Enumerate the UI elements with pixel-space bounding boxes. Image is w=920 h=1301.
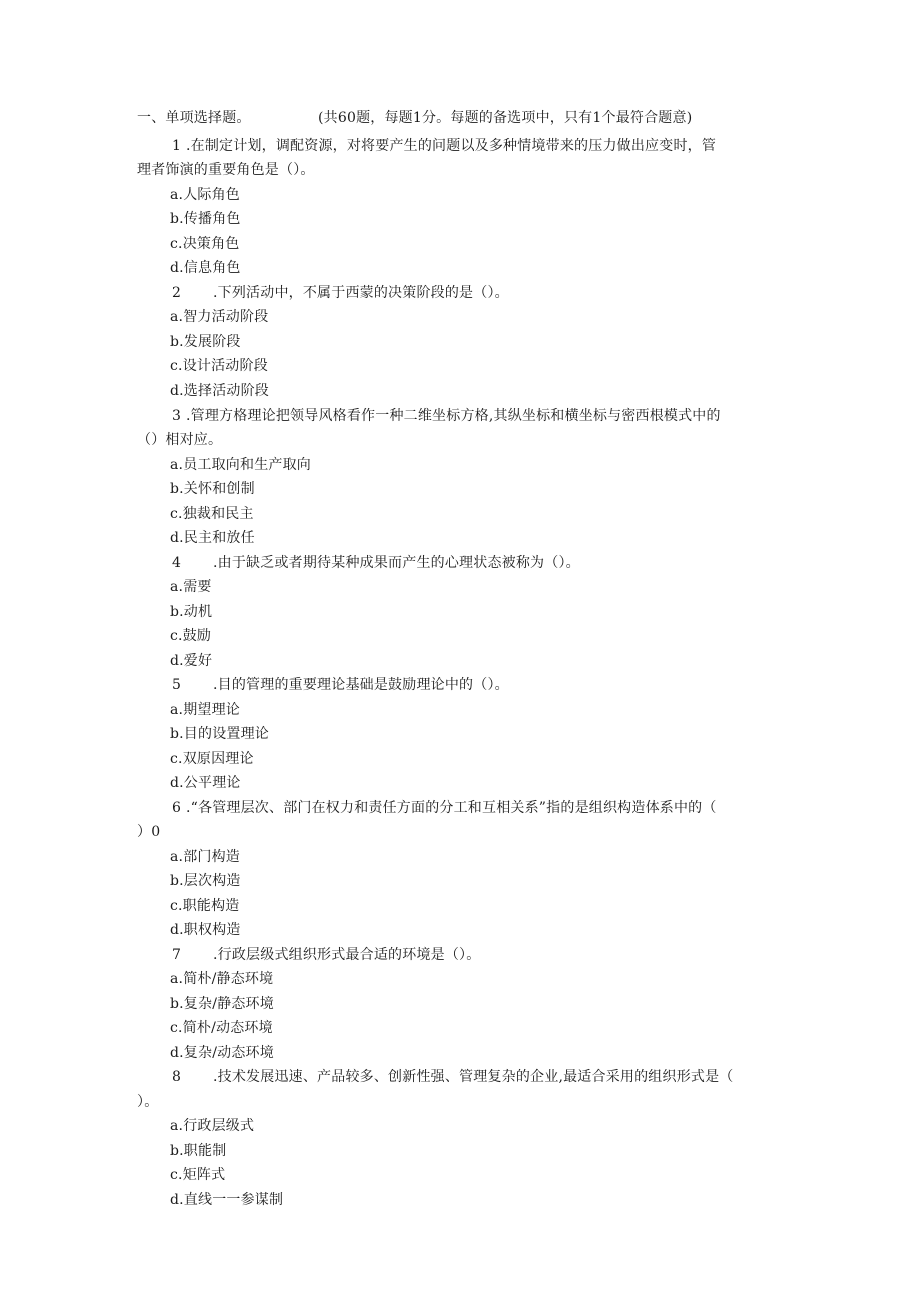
question-text: .“各管理层次、部门在权力和责任方面的分工和互相关系”指的是组织构造体系中的（ xyxy=(186,800,717,816)
option-b: b.职能制 xyxy=(170,1143,227,1159)
question-number: 1 xyxy=(172,138,182,154)
option-b: b.动机 xyxy=(170,604,213,620)
option-a: a.行政层级式 xyxy=(170,1118,255,1134)
question-number: 8 xyxy=(172,1069,182,1085)
section-title: 一、单项选择题。 xyxy=(137,110,251,126)
question-number: 6 xyxy=(172,800,182,816)
option-b: b.传播角色 xyxy=(170,211,241,227)
option-c: c.双原因理论 xyxy=(170,751,254,767)
option-b: b.目的设置理论 xyxy=(170,726,270,742)
question-text: .由于缺乏或者期待某种成果而产生的心理状态被称为（）。 xyxy=(213,555,580,571)
option-c: c.矩阵式 xyxy=(170,1167,226,1183)
option-a: a.员工取向和生产取向 xyxy=(170,457,311,473)
option-c: c.决策角色 xyxy=(170,236,240,252)
option-d: d.信息角色 xyxy=(170,260,241,276)
option-d: d.直线一一参谋制 xyxy=(170,1192,284,1208)
option-d: d.公平理论 xyxy=(170,775,241,791)
option-a: a.简朴/静态环境 xyxy=(170,971,274,987)
option-b: b.层次构造 xyxy=(170,873,241,889)
question-text: .目的管理的重要理论基础是鼓励理论中的（）。 xyxy=(213,677,509,693)
question-text-continued: ）。 xyxy=(137,1094,159,1110)
option-d: d.爱好 xyxy=(170,653,213,669)
option-c: c.设计活动阶段 xyxy=(170,358,268,374)
question-text: .技术发展迅速、产品较多、创新性强、管理复杂的企业,最适合采用的组织形式是（ xyxy=(213,1069,734,1085)
option-a: a.需要 xyxy=(170,579,212,595)
question-number: 4 xyxy=(172,555,182,571)
question-number: 7 xyxy=(172,947,182,963)
question-text-continued: （）相对应。 xyxy=(137,432,223,448)
option-a: a.部门构造 xyxy=(170,849,240,865)
option-a: a.期望理论 xyxy=(170,702,240,718)
section-note: (共60题，每题1分。每题的备选项中，只有1个最符合题意) xyxy=(318,110,693,126)
option-c: c.鼓励 xyxy=(170,628,212,644)
question-number: 2 xyxy=(172,285,182,301)
question-text-continued: ）0 xyxy=(137,824,161,840)
question-text: .行政层级式组织形式最合适的环境是（）。 xyxy=(213,947,481,963)
option-b: b.发展阶段 xyxy=(170,334,241,350)
option-b: b.关怀和创制 xyxy=(170,481,255,497)
option-c: c.简朴/动态环境 xyxy=(170,1020,273,1036)
question-text-continued: 理者饰演的重要角色是（）。 xyxy=(137,162,315,178)
option-d: d.民主和放任 xyxy=(170,530,255,546)
option-c: c.职能构造 xyxy=(170,898,240,914)
question-number: 5 xyxy=(172,677,182,693)
option-d: d.复杂/动态环境 xyxy=(170,1045,274,1061)
question-number: 3 xyxy=(172,408,182,424)
option-d: d.选择活动阶段 xyxy=(170,383,270,399)
question-text: .管理方格理论把领导风格看作一种二维坐标方格,其纵坐标和横坐标与密西根模式中的 xyxy=(186,408,721,424)
option-a: a.智力活动阶段 xyxy=(170,309,269,325)
option-c: c.独裁和民主 xyxy=(170,506,254,522)
option-a: a.人际角色 xyxy=(170,187,240,203)
question-text: .在制定计划，调配资源，对将要产生的问题以及多种情境带来的压力做出应变时，管 xyxy=(186,138,717,154)
option-b: b.复杂/静态环境 xyxy=(170,996,274,1012)
option-d: d.职权构造 xyxy=(170,922,241,938)
question-text: .下列活动中，不属于西蒙的决策阶段的是（）。 xyxy=(213,285,509,301)
